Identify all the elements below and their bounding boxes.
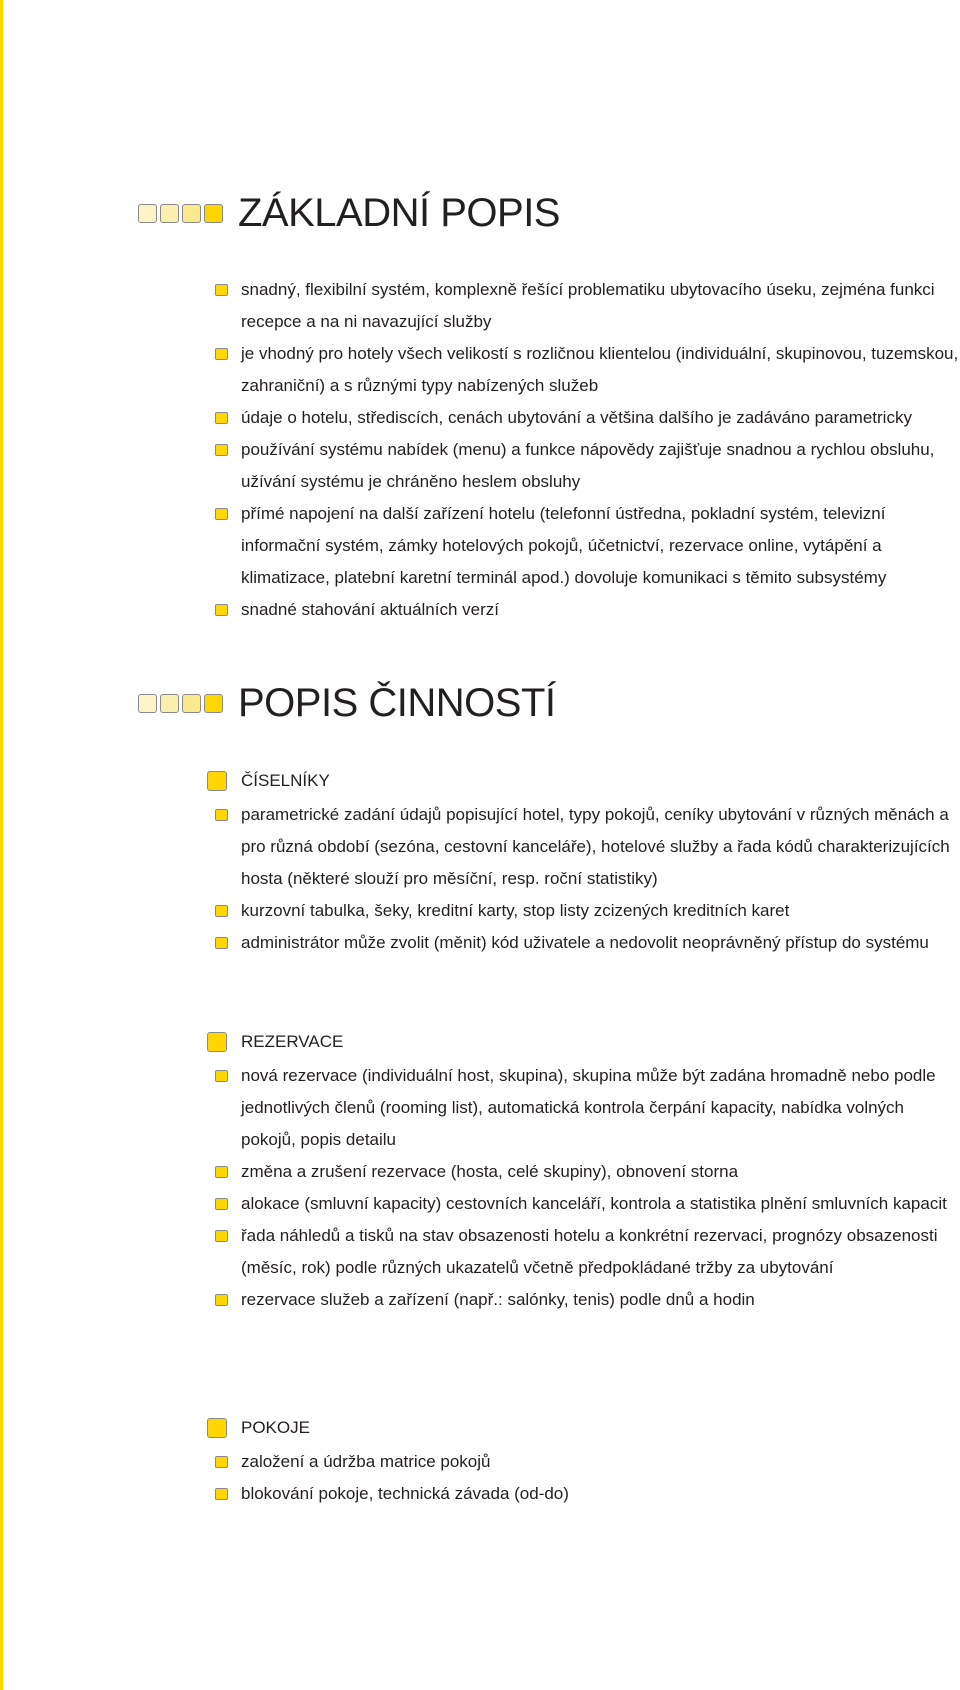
bullet-square-icon xyxy=(215,1230,228,1242)
section-heading-popis-cinnosti xyxy=(138,683,556,723)
heading-squares-icon xyxy=(138,204,226,223)
bullet-square-icon xyxy=(215,1166,228,1178)
list-item: nová rezervace (individuální host, skupina), skupina může být zadána hromadně nebo podle jednotlivých členů (rooming list), automatická kontrola čerpání kapacity, nabídka volných pokojů, popis detailu xyxy=(215,1060,960,1156)
bullet-square-icon xyxy=(215,905,228,917)
list-item: rezervace služeb a zařízení (např.: salónky, tenis) podle dnů a hodin xyxy=(215,1284,960,1316)
bullet-square-icon xyxy=(215,1198,228,1210)
left-edge-accent-line xyxy=(0,0,3,1690)
list-item: řada náhledů a tisků na stav obsazenosti hotelu a konkrétní rezervaci, prognózy obsazenosti (měsíc, rok) podle různých ukazatelů včetně předpokládané tržby za ubytování xyxy=(215,1220,960,1284)
subsection-title: POKOJE xyxy=(241,1418,310,1437)
square-icon xyxy=(204,204,223,223)
bullet-square-icon xyxy=(215,412,228,424)
list-item: alokace (smluvní kapacity) cestovních kanceláří, kontrola a statistika plnění smluvních kapacit xyxy=(215,1188,960,1220)
bullet-square-icon xyxy=(215,1070,228,1082)
section-title: ZÁKLADNÍ POPIS xyxy=(238,191,560,235)
list-item: je vhodný pro hotely všech velikostí s rozličnou klientelou (individuální, skupinovou, tuzemskou, zahraniční) a s různými typy nabízených služeb xyxy=(215,338,960,402)
square-icon xyxy=(182,694,201,713)
square-icon xyxy=(138,694,157,713)
list-item: používání systému nabídek (menu) a funkce nápovědy zajišťuje snadnou a rychlou obsluhu, užívání systému je chráněno heslem obsluhy xyxy=(215,434,960,498)
square-icon xyxy=(160,204,179,223)
subsection-square-icon xyxy=(207,771,227,791)
subsection-square-icon xyxy=(207,1418,227,1438)
subsection-heading-ciselniky xyxy=(207,771,330,791)
section-heading-zakladni-popis xyxy=(138,193,560,233)
subsection-heading-rezervace xyxy=(207,1032,343,1052)
list-item: parametrické zadání údajů popisující hotel, typy pokojů, ceníky ubytování v různých měnách a pro různá období (sezóna, cestovní kanceláře), hotelové služby a řada kódů charakterizujících hosta (některé slouží pro měsíční, resp. roční statistiky) xyxy=(215,799,960,895)
square-icon xyxy=(160,694,179,713)
bullet-square-icon xyxy=(215,937,228,949)
bullet-square-icon xyxy=(215,1488,228,1500)
heading-squares-icon xyxy=(138,694,226,713)
section-title: POPIS ČINNOSTÍ xyxy=(238,681,556,725)
bullet-square-icon xyxy=(215,444,228,456)
subsection-heading-pokoje xyxy=(207,1418,310,1438)
subsection-title: REZERVACE xyxy=(241,1032,344,1051)
subsection-square-icon xyxy=(207,1032,227,1052)
bullet-square-icon xyxy=(215,508,228,520)
pokoje-list xyxy=(215,1446,960,1510)
bullet-square-icon xyxy=(215,348,228,360)
square-icon xyxy=(138,204,157,223)
bullet-square-icon xyxy=(215,809,228,821)
list-item: údaje o hotelu, střediscích, cenách ubytování a většina dalšího je zadáváno parametricky xyxy=(215,402,960,434)
bullet-square-icon xyxy=(215,1294,228,1306)
list-item: snadné stahování aktuálních verzí xyxy=(215,594,960,626)
rezervace-list xyxy=(215,1060,960,1316)
ciselniky-list xyxy=(215,799,960,959)
list-item: kurzovní tabulka, šeky, kreditní karty, stop listy zcizených kreditních karet xyxy=(215,895,960,927)
list-item: změna a zrušení rezervace (hosta, celé skupiny), obnovení storna xyxy=(215,1156,960,1188)
section-1-list xyxy=(215,274,960,626)
bullet-square-icon xyxy=(215,604,228,616)
list-item: snadný, flexibilní systém, komplexně řešící problematiku ubytovacího úseku, zejména funkci recepce a na ni navazující služby xyxy=(215,274,960,338)
list-item: přímé napojení na další zařízení hotelu (telefonní ústředna, pokladní systém, televizní informační systém, zámky hotelových pokojů, účetnictví, rezervace online, vytápění a klimatizace, platební karetní terminál apod.) dovoluje komunikaci s těmito subsystémy xyxy=(215,498,960,594)
list-item: administrátor může zvolit (měnit) kód uživatele a nedovolit neoprávněný přístup do systému xyxy=(215,927,960,959)
bullet-square-icon xyxy=(215,284,228,296)
list-item: založení a údržba matrice pokojů xyxy=(215,1446,960,1478)
subsection-title: ČÍSELNÍKY xyxy=(241,771,330,790)
list-item: blokování pokoje, technická závada (od-do) xyxy=(215,1478,960,1510)
bullet-square-icon xyxy=(215,1456,228,1468)
square-icon xyxy=(204,694,223,713)
square-icon xyxy=(182,204,201,223)
